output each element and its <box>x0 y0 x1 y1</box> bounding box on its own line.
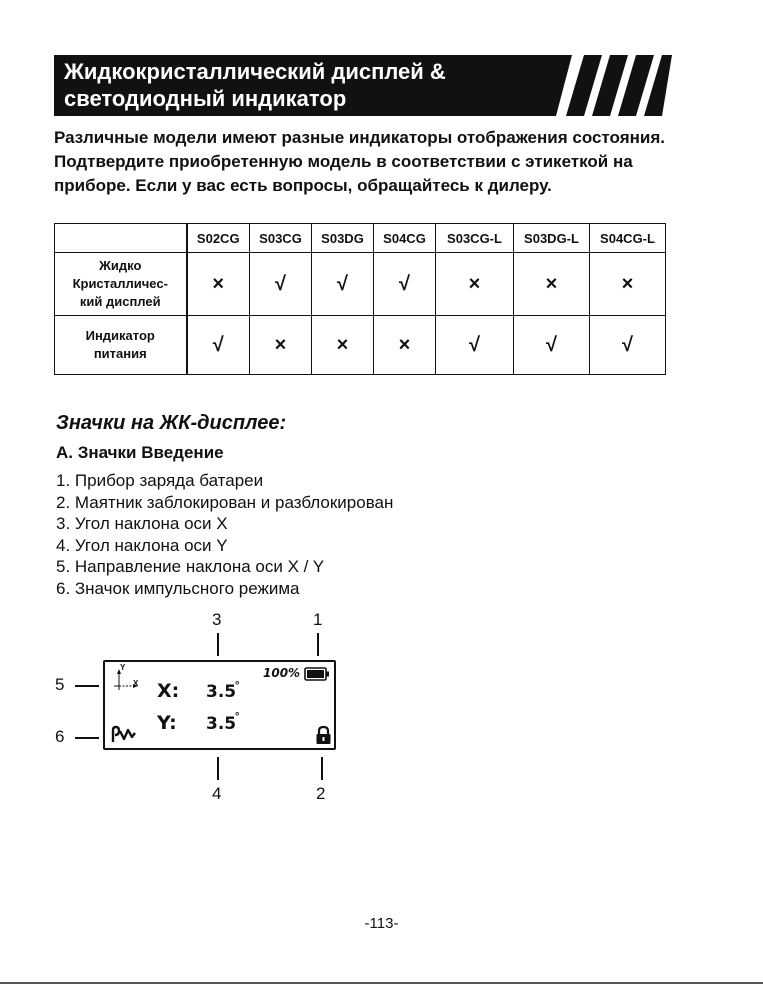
support-mark: √ <box>212 333 224 356</box>
axis-x-letter: X <box>133 679 139 688</box>
y-angle-value: 3.5 <box>206 714 237 734</box>
table-cell <box>250 253 312 316</box>
pulse-mode-icon <box>111 724 137 744</box>
support-mark: × <box>398 333 411 356</box>
table-cell <box>250 316 312 375</box>
table-cell <box>436 316 514 375</box>
callout-1: 1 <box>313 610 323 629</box>
callout-2: 2 <box>316 784 326 803</box>
table-cell <box>187 316 250 375</box>
axis-y-letter: Y <box>120 663 126 672</box>
row-label-line: Жидко <box>99 258 142 273</box>
callout-3: 3 <box>212 610 222 629</box>
column-header: S03DG <box>312 224 374 253</box>
support-mark: √ <box>546 333 557 356</box>
banner-title-line2: светодиодный индикатор <box>64 86 347 111</box>
table-cell <box>514 316 590 375</box>
banner-title-line1: Жидкокристаллический дисплей & <box>64 59 446 84</box>
lcd-screen <box>103 660 336 750</box>
table-row-lcd <box>55 253 666 316</box>
battery-percent: 100% <box>263 666 301 680</box>
section-banner <box>54 55 672 116</box>
callout-6: 6 <box>55 727 65 746</box>
lcd-section-title: Значки на ЖК-дисплее: <box>56 412 287 434</box>
row-label-line: кий дисплей <box>79 294 161 309</box>
support-mark: × <box>336 333 349 356</box>
lcd-section-subtitle: A. Значки Введение <box>56 443 224 462</box>
x-angle-value: 3.5 <box>206 682 237 702</box>
table-cell <box>590 316 666 375</box>
list-item: 4. Угол наклона оси Y <box>56 535 228 555</box>
row-label-line: Индикатор <box>85 328 155 343</box>
support-mark: × <box>274 333 287 356</box>
list-item: 5. Направление наклона оси X / Y <box>56 557 325 576</box>
battery-icon <box>304 667 330 681</box>
column-header: S04CG <box>374 224 436 253</box>
support-mark: √ <box>399 272 410 295</box>
support-mark: × <box>212 272 225 295</box>
table-cell <box>312 253 374 316</box>
list-item: 1. Прибор заряда батареи <box>56 471 264 490</box>
lcd-diagram <box>0 600 763 820</box>
x-degree-symbol: ° <box>235 680 240 692</box>
callout-4: 4 <box>212 784 222 803</box>
column-header: S03DG-L <box>514 224 590 253</box>
axis-direction-icon <box>113 666 145 692</box>
banner-title <box>64 58 554 112</box>
table-cell <box>374 253 436 316</box>
x-axis-label: X: <box>157 680 180 702</box>
list-item: 6. Значок импульсного режима <box>56 578 300 598</box>
column-header: S04CG-L <box>590 224 666 253</box>
row-label-lcd <box>55 253 187 316</box>
table-cell <box>436 253 514 316</box>
support-mark: × <box>468 272 481 295</box>
table-corner-cell <box>55 224 187 253</box>
support-mark: √ <box>337 272 348 295</box>
table-cell <box>187 253 250 316</box>
list-item: 3. Угол наклона оси X <box>56 514 228 533</box>
table-header-row <box>55 224 666 253</box>
row-label-power <box>55 316 187 375</box>
models-table <box>54 223 666 375</box>
row-label-line: питания <box>93 346 147 361</box>
column-header: S03CG <box>250 224 312 253</box>
support-mark: √ <box>469 333 480 356</box>
support-mark: √ <box>275 272 286 295</box>
support-mark: × <box>621 272 634 295</box>
table-cell <box>590 253 666 316</box>
callout-5: 5 <box>55 675 65 694</box>
column-header: S02CG <box>187 224 250 253</box>
y-degree-symbol: ° <box>235 711 240 723</box>
row-label-line: Кристалличес- <box>72 276 168 291</box>
table-cell <box>514 253 590 316</box>
y-axis-label: Y: <box>157 712 177 734</box>
support-mark: × <box>545 272 558 295</box>
intro-paragraph: Различные модели имеют разные индикаторы отображения состояния. Подтвердите приобретенную модель в соответствии с этикеткой на приборе. Если у вас есть вопросы, обращайтесь к дилеру. <box>54 128 665 195</box>
column-header: S03CG-L <box>436 224 514 253</box>
pendulum-lock-icon <box>315 725 332 745</box>
support-mark: √ <box>622 333 633 356</box>
page-number: -113- <box>364 915 399 932</box>
icon-list <box>56 470 393 599</box>
table-cell <box>374 316 436 375</box>
list-item: 2. Маятник заблокирован и разблокирован <box>56 492 394 512</box>
table-row-power <box>55 316 666 375</box>
table-cell <box>312 316 374 375</box>
